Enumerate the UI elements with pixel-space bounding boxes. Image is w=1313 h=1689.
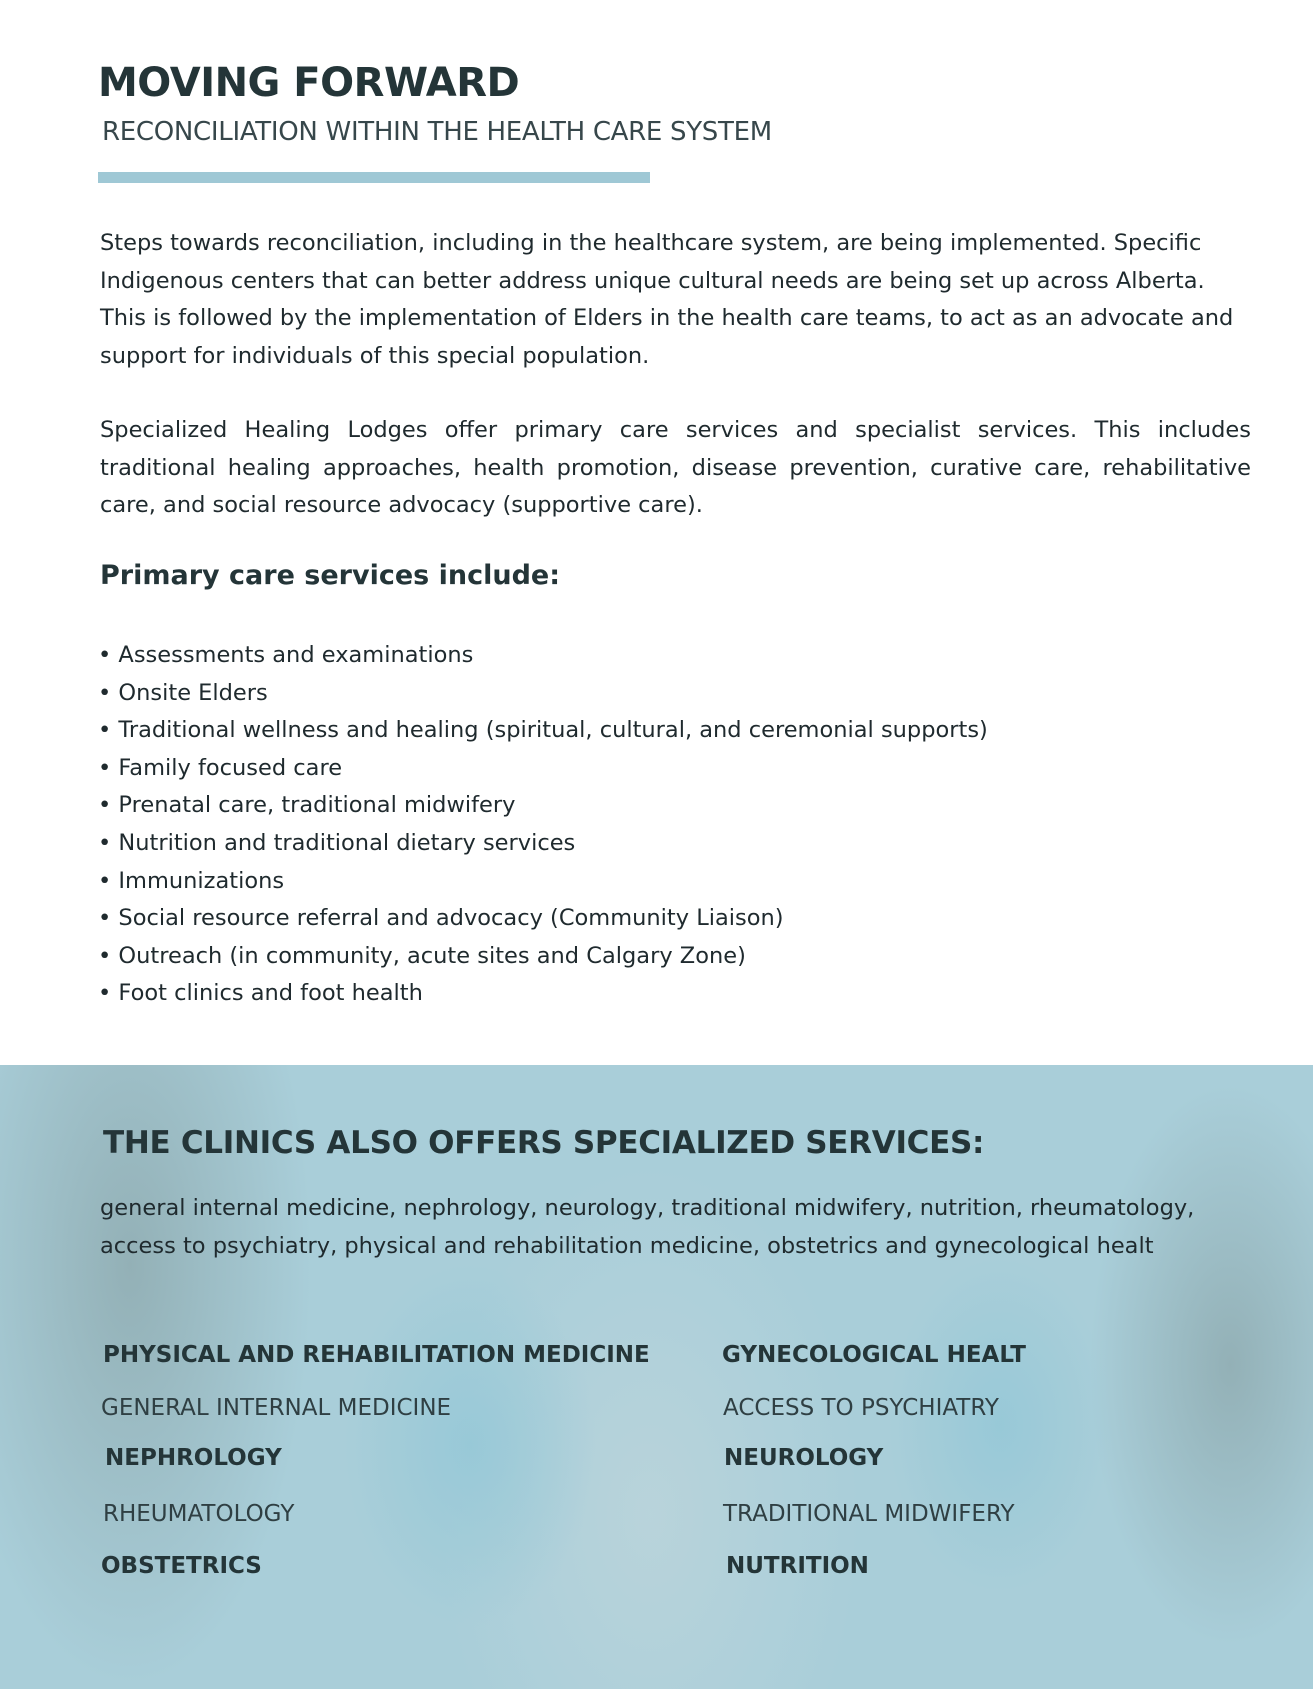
page-title: MOVING FORWARD — [98, 60, 520, 106]
service-label: GENERAL INTERNAL MEDICINE — [101, 1395, 452, 1421]
list-item: • Traditional wellness and healing (spiritual, cultural, and ceremonial supports) — [98, 717, 988, 744]
page-subtitle: RECONCILIATION WITHIN THE HEALTH CARE SYSTEM — [102, 117, 772, 147]
healing-lodges-paragraph: Specialized Healing Lodges offer primary care services and specialist services. This includes traditional healing approaches, health promotion, disease prevention, curative care, rehabilitative care, and social resource advocacy (supportive care). — [100, 417, 1251, 519]
intro-paragraph: Steps towards reconciliation, including in the healthcare system, are being implemented. Specific Indigenous centers that can better address unique cultural needs are being set up across Alberta. This is followed by the implementation of Elders in the health care teams, to act as an advocate and support for individuals of this special population. — [100, 230, 1234, 369]
service-label: ACCESS TO PSYCHIATRY — [723, 1395, 999, 1421]
list-item: • Nutrition and traditional dietary services — [98, 829, 576, 856]
service-label: PHYSICAL AND REHABILITATION MEDICINE — [103, 1342, 650, 1368]
specialized-services-text: general internal medicine, nephrology, neurology, traditional midwifery, nutrition, rheumatology, access to psychiatry, physical and rehabilitation medicine, obstetrics and gynecological healt — [100, 1195, 1195, 1259]
primary-care-heading: Primary care services include: — [100, 560, 561, 591]
list-item: • Foot clinics and foot health — [98, 980, 423, 1007]
list-item: • Immunizations — [98, 867, 285, 894]
list-item: • Family focused care — [98, 754, 343, 781]
list-item: • Prenatal care, traditional midwifery — [98, 792, 516, 819]
service-label: OBSTETRICS — [101, 1553, 262, 1579]
list-item: • Outreach (in community, acute sites and Calgary Zone) — [98, 942, 746, 969]
service-label: NEUROLOGY — [724, 1445, 884, 1471]
service-label: GYNECOLOGICAL HEALT — [722, 1342, 1026, 1368]
list-item: • Onsite Elders — [98, 679, 268, 706]
service-label: NEPHROLOGY — [105, 1445, 282, 1471]
service-label: TRADITIONAL MIDWIFERY — [723, 1501, 1015, 1527]
list-item: • Assessments and examinations — [98, 642, 474, 668]
service-label: NUTRITION — [726, 1553, 869, 1579]
list-item: • Social resource referral and advocacy (Community Liaison) — [98, 905, 784, 932]
accent-divider — [98, 172, 650, 183]
primary-care-list — [98, 637, 988, 1013]
service-label: RHEUMATOLOGY — [103, 1501, 295, 1527]
specialized-services-heading: THE CLINICS ALSO OFFERS SPECIALIZED SERVICES: — [103, 1125, 985, 1161]
